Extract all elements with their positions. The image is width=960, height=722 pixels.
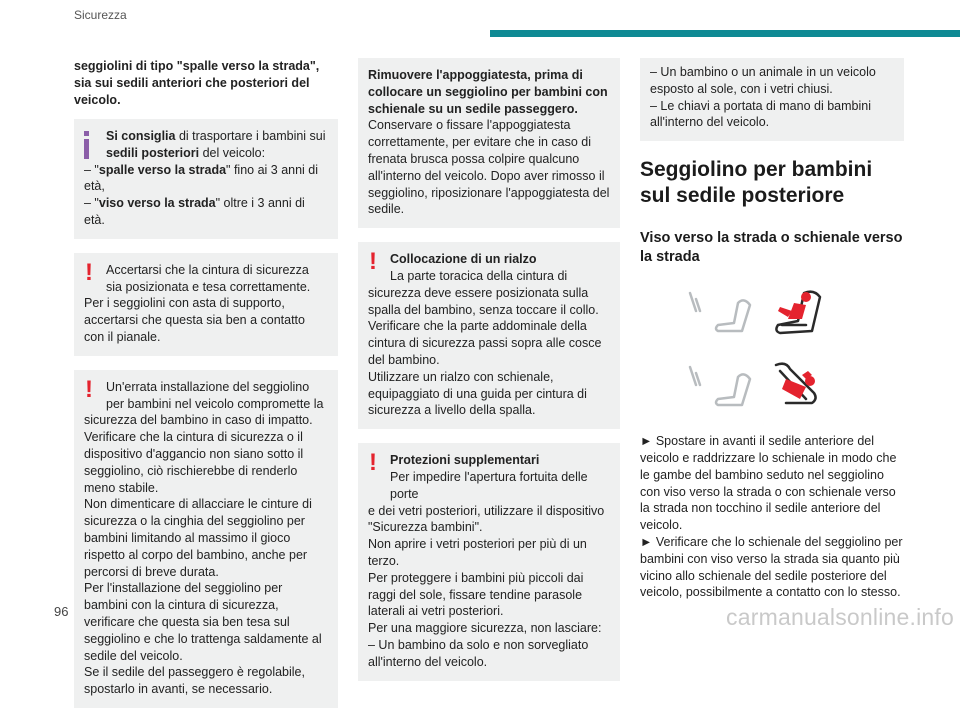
warning-box <box>358 443 620 680</box>
warning-icon: ! <box>369 449 377 477</box>
header-accent-bar <box>490 30 960 37</box>
warning-body: Utilizzare un rialzo con schienale, equipaggiato di una guida per cintura di sicurezza a livello della spalla. <box>368 369 587 418</box>
note-list-item: – Le chiavi a portata di mano di bambini all'interno del veicolo. <box>650 98 871 130</box>
warning-head: La parte toracica della cintura di <box>390 268 568 283</box>
warning-body: Per una maggiore sicurezza, non lasciare: <box>368 621 602 636</box>
forward-facing-seat-icon <box>682 285 842 349</box>
warning-body: Per proteggere i bambini più piccoli dai raggi del sole, fissare tendine parasole laterali ai vetri posteriori. <box>368 570 584 619</box>
info-box <box>74 119 338 239</box>
warning-body: sicurezza del bambino in caso di impatto. <box>84 413 313 428</box>
section-heading: Seggiolino per bambini sul sedile posteriore <box>640 158 873 208</box>
instruction-step: ► Spostare in avanti il sedile anteriore del veicolo e raddrizzare lo schienale in modo che le gambe del bambino seduto nel seggiolino con viso verso la strada o con schienale verso la strada non tocchino il sedile anteriore del veicolo. <box>640 434 897 533</box>
instruction-step: ► Verificare che lo schienale del seggiolino per bambini con viso verso la strada sia quanto più vicino allo schienale del sedile posteriore del veicolo, possibilmente a contatto con lo stesso. <box>640 534 903 600</box>
warning-box <box>358 242 620 429</box>
rear-facing-seat-illustration <box>640 359 904 423</box>
column-middle <box>358 58 620 695</box>
warning-body: Verificare che la parte addominale della cintura di sicurezza passi sopra alle cosce del bambino. <box>368 319 602 367</box>
warning-head: Per impedire l'apertura fortuita delle porte <box>390 469 588 501</box>
column-right <box>640 58 904 601</box>
info-text: Si consiglia di trasportare i bambini sui sedili posteriori del veicolo: <box>106 129 326 160</box>
column-left <box>74 58 338 722</box>
subsection-heading: Viso verso la strada o schienale verso la strada <box>640 230 903 266</box>
note-box <box>640 58 904 141</box>
warning-body: e dei vetri posteriori, utilizzare il dispositivo "Sicurezza bambini". <box>368 503 605 535</box>
warning-body: Verificare che la cintura di sicurezza o il dispositivo d'aggancio non siano sotto il seggiolino, ciò rischierebbe di renderlo meno stabile. <box>84 430 304 495</box>
warning-box <box>74 253 338 356</box>
instructions <box>640 433 904 601</box>
warning-title: Protezioni supplementari <box>390 453 540 468</box>
note-list-item: – Un bambino o un animale in un veicolo esposto al sole, con i vetri chiusi. <box>650 65 876 96</box>
info-icon <box>84 131 89 159</box>
watermark: carmanualsonline.info <box>726 604 954 630</box>
info-list-item: – "spalle verso la strada" fino ai 3 anni di età, <box>84 162 319 194</box>
note-title: Rimuovere l'appoggiatesta, prima di collocare un seggiolino per bambini con schienale su un sedile passeggero. <box>368 68 608 116</box>
warning-box <box>74 370 338 708</box>
warning-body: Se il sedile del passeggero è regolabile, spostarlo in avanti, se necessario. <box>84 665 305 697</box>
warning-icon: ! <box>85 375 93 403</box>
info-list-item: – "viso verso la strada" oltre i 3 anni di età. <box>84 196 305 227</box>
warning-body: sicurezza deve essere posizionata sulla spalla del bambino, senza toccare il collo. <box>368 285 599 317</box>
note-box <box>358 58 620 228</box>
warning-head: Un'errata installazione del seggiolino per bambini nel veicolo compromette la <box>106 379 324 411</box>
lead-paragraph: seggiolini di tipo "spalle verso la strada", sia sui sedili anteriori che posteriori del veicolo. <box>74 59 320 107</box>
section-title: Sicurezza <box>74 8 127 22</box>
rear-facing-seat-icon <box>682 359 842 423</box>
warning-title: Collocazione di un rialzo <box>390 252 537 267</box>
warning-head: Accertarsi che la cintura di sicurezza sia posizionata e tesa correttamente. <box>106 262 311 294</box>
forward-facing-seat-illustration <box>640 285 904 349</box>
warning-icon: ! <box>369 248 377 276</box>
warning-body: Per l'installazione del seggiolino per bambini con la cintura di sicurezza, verificare che questa sia ben tesa sul seggiolino e che lo trattenga saldamente al sedile del veicolo. <box>84 581 322 663</box>
warning-icon: ! <box>85 258 93 286</box>
warning-body: Per i seggiolini con asta di supporto, accertarsi che questa sia ben a contatto con il pianale. <box>84 296 305 344</box>
warning-body: – Un bambino da solo e non sorvegliato all'interno del veicolo. <box>368 637 589 669</box>
page-number: 96 <box>54 604 69 619</box>
warning-body: Non dimenticare di allacciare le cinture di sicurezza o la cinghia del seggiolino per bambini limitando al massimo il gioco rispetto al corpo del bambino, anche per percorsi di breve durata. <box>84 497 312 579</box>
note-body: Conservare o fissare l'appoggiatesta correttamente, per evitare che in caso di frenata brusca possa colpire qualcuno all'interno del veicolo. Dopo aver rimosso il seggiolino, riposizionare l'appoggiatesta del sedile. <box>368 118 610 217</box>
warning-body: Non aprire i vetri posteriori per più di un terzo. <box>368 537 587 568</box>
